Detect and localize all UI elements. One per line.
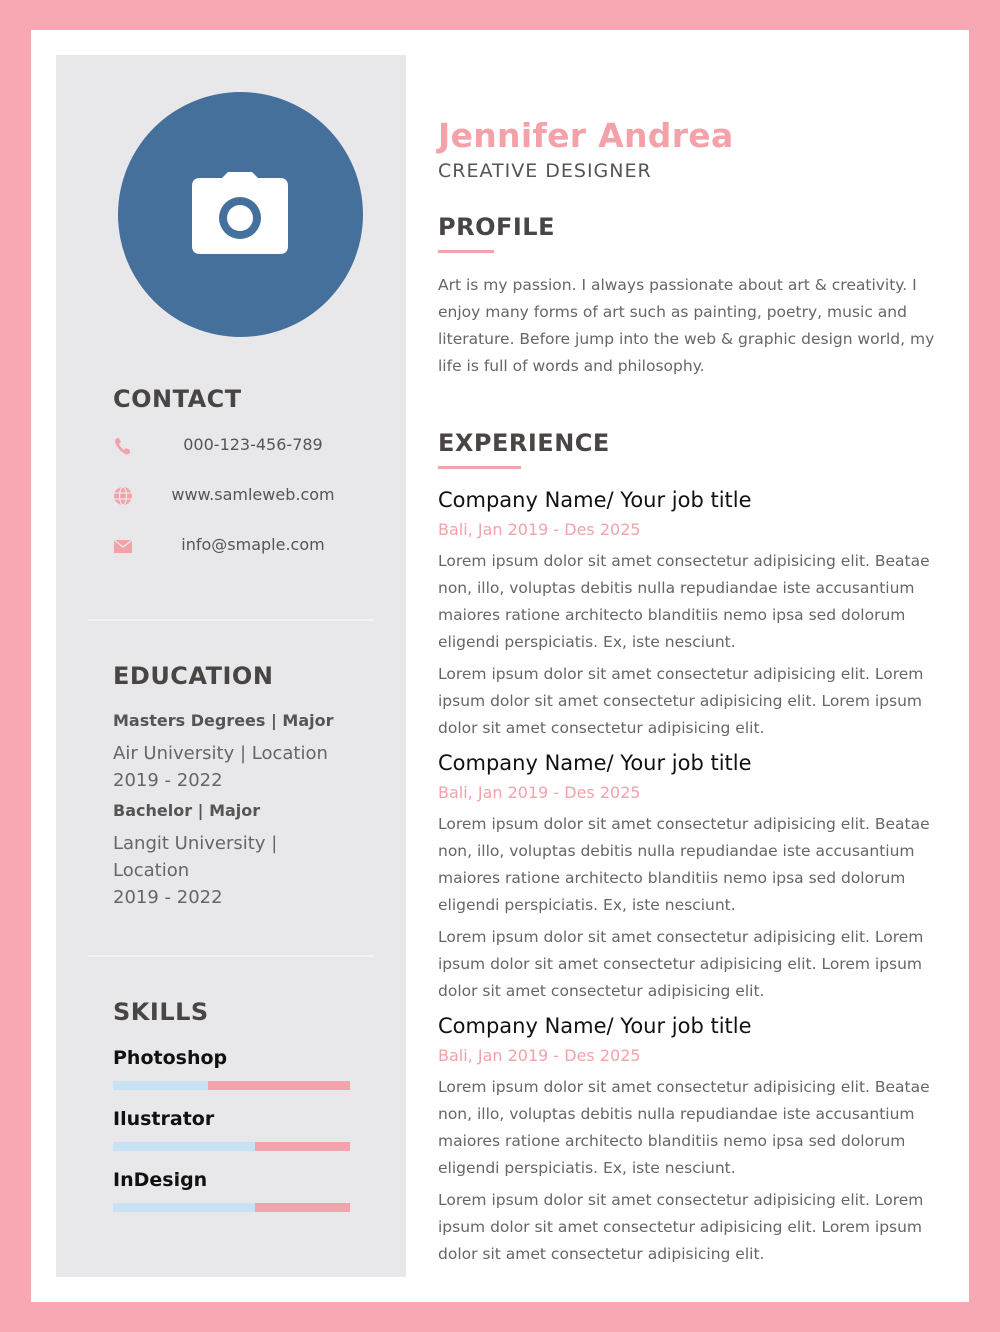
skill-bar bbox=[113, 1081, 350, 1090]
contact-phone-text: 000-123-456-789 bbox=[183, 435, 323, 454]
education-list bbox=[113, 708, 353, 915]
skill-item bbox=[113, 1106, 350, 1151]
camera-icon bbox=[192, 172, 288, 254]
contact-heading: CONTACT bbox=[113, 385, 242, 413]
job-description: Lorem ipsum dolor sit amet consectetur adipisicing elit. Lorem ipsum dolor sit amet consectetur adipisicing elit. Lorem ipsum dolor sit amet consectetur adipisicing elit. bbox=[438, 665, 924, 737]
contact-email-link[interactable]: info@smaple.com bbox=[181, 535, 325, 554]
skill-bar-fill bbox=[113, 1142, 255, 1151]
job-role: CREATIVE DESIGNER bbox=[438, 160, 652, 182]
job-description: Lorem ipsum dolor sit amet consectetur adipisicing elit. Beatae non, illo, voluptas debitis nulla repudiandae iste accusantium maiores ratione architecto blanditiis nemo ipsa sed dolorum eligendi perspiciatis. Ex, iste nesciunt. bbox=[438, 1078, 930, 1177]
experience-entry bbox=[438, 486, 938, 742]
person-name: Jennifer Andrea bbox=[438, 116, 734, 155]
skill-bar bbox=[113, 1203, 350, 1212]
skill-item bbox=[113, 1045, 350, 1090]
job-date: Bali, Jan 2019 - Des 2025 bbox=[438, 783, 641, 802]
job-description: Lorem ipsum dolor sit amet consectetur adipisicing elit. Beatae non, illo, voluptas debitis nulla repudiandae iste accusantium maiores ratione architecto blanditiis nemo ipsa sed dolorum eligendi perspiciatis. Ex, iste nesciunt. bbox=[438, 815, 930, 914]
skills-heading: SKILLS bbox=[113, 998, 209, 1026]
skill-item bbox=[113, 1167, 350, 1212]
education-degree: Masters Degrees | Major bbox=[113, 711, 334, 730]
job-description: Lorem ipsum dolor sit amet consectetur adipisicing elit. Beatae non, illo, voluptas debitis nulla repudiandae iste accusantium maiores ratione architecto blanditiis nemo ipsa sed dolorum eligendi perspiciatis. Ex, iste nesciunt. bbox=[438, 552, 930, 651]
experience-underline bbox=[438, 466, 521, 469]
contact-website-link[interactable]: www.samleweb.com bbox=[171, 485, 335, 504]
skill-bar-fill bbox=[113, 1203, 255, 1212]
education-degree: Bachelor | Major bbox=[113, 801, 261, 820]
contact-email[interactable] bbox=[113, 533, 393, 557]
education-school: Air University | Location bbox=[113, 743, 328, 764]
skill-bar-fill bbox=[113, 1081, 208, 1090]
profile-underline bbox=[438, 250, 494, 253]
education-school: Langit University | Location bbox=[113, 833, 278, 881]
education-years: 2019 - 2022 bbox=[113, 770, 223, 791]
experience-entry bbox=[438, 1012, 938, 1268]
job-date: Bali, Jan 2019 - Des 2025 bbox=[438, 1046, 641, 1065]
job-description: Lorem ipsum dolor sit amet consectetur adipisicing elit. Lorem ipsum dolor sit amet consectetur adipisicing elit. Lorem ipsum dolor sit amet consectetur adipisicing elit. bbox=[438, 928, 924, 1000]
contact-phone bbox=[113, 433, 393, 457]
job-title: Company Name/ Your job title bbox=[438, 751, 752, 775]
job-description: Lorem ipsum dolor sit amet consectetur adipisicing elit. Lorem ipsum dolor sit amet consectetur adipisicing elit. Lorem ipsum dolor sit amet consectetur adipisicing elit. bbox=[438, 1191, 924, 1263]
education-years: 2019 - 2022 bbox=[113, 887, 223, 908]
sidebar bbox=[56, 55, 406, 1277]
sidebar-divider bbox=[88, 619, 374, 621]
skill-name: Photoshop bbox=[113, 1047, 228, 1069]
profile-photo bbox=[118, 92, 363, 337]
skill-name: InDesign bbox=[113, 1169, 208, 1191]
experience-heading: EXPERIENCE bbox=[438, 429, 610, 457]
skill-name: Ilustrator bbox=[113, 1108, 215, 1130]
resume-sheet bbox=[31, 30, 969, 1302]
skill-bar bbox=[113, 1142, 350, 1151]
education-heading: EDUCATION bbox=[113, 662, 274, 690]
job-title: Company Name/ Your job title bbox=[438, 488, 752, 512]
experience-entry bbox=[438, 749, 938, 1005]
job-date: Bali, Jan 2019 - Des 2025 bbox=[438, 520, 641, 539]
profile-heading: PROFILE bbox=[438, 213, 555, 241]
contact-website[interactable] bbox=[113, 483, 393, 507]
profile-text: Art is my passion. I always passionate about art & creativity. I enjoy many forms of art such as painting, poetry, music and literature. Before jump into the web & graphic design world, my life is full of words and philosophy. bbox=[438, 276, 935, 375]
sidebar-divider bbox=[88, 955, 374, 957]
job-title: Company Name/ Your job title bbox=[438, 1014, 752, 1038]
